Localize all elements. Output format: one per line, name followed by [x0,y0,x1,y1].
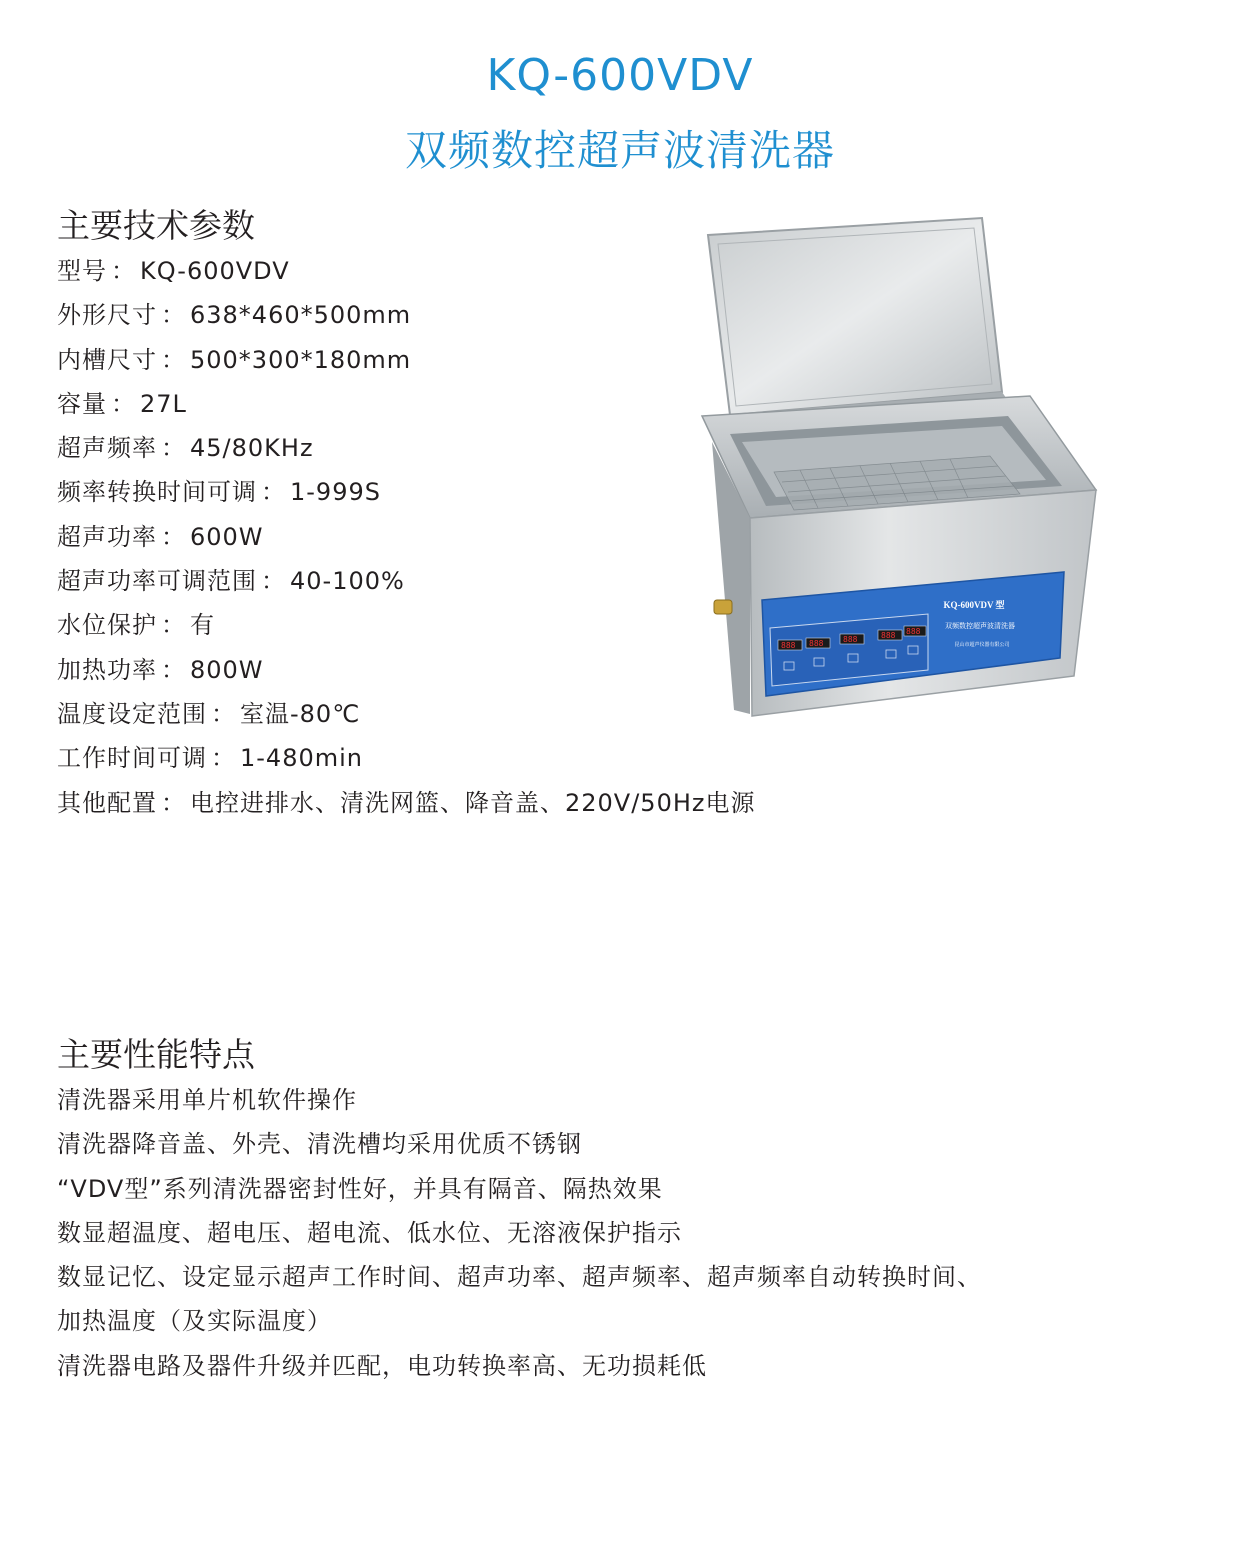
spec-item [57,692,756,736]
spec-separator: ： [161,655,186,684]
feature-item: 数显超温度、超电压、超电流、低水位、无溶液保护指示 [57,1218,682,1247]
spec-value: 27L [140,389,187,418]
spec-item [57,249,756,293]
spec-item [57,603,756,647]
svg-text:888: 888 [781,641,796,650]
drain-valve-icon [714,600,732,614]
spec-value: 1-480min [240,744,363,773]
spec-separator: ： [161,301,186,330]
panel-company-label: 昆山市超声仪器有限公司 [954,642,1010,648]
svg-text:888: 888 [843,635,858,644]
features-list [57,1078,982,1388]
spec-label: 频率转换时间可调 [57,478,257,507]
svg-text:888: 888 [906,627,921,636]
spec-item [57,515,756,559]
spec-separator: ： [261,478,286,507]
spec-separator: ： [261,567,286,596]
spec-label: 超声频率 [57,434,157,463]
lid [708,218,1002,415]
spec-label: 工作时间可调 [57,744,207,773]
spec-value: 1-999S [290,478,381,507]
spec-item [57,293,756,337]
spec-item [57,648,756,692]
spec-separator: ： [211,699,236,728]
features-heading: 主要性能特点 [57,1035,255,1074]
spec-label: 水位保护 [57,611,157,640]
feature-item: 加热温度（及实际温度） [57,1307,332,1336]
spec-separator: ： [111,257,136,285]
specs-heading: 主要技术参数 [57,206,255,245]
panel-product-label: 双频数控超声波清洗器 [945,622,1015,630]
spec-value: 638*460*500mm [190,301,412,330]
spec-label: 温度设定范围 [57,699,207,728]
spec-separator: ： [161,611,186,640]
spec-value: 40-100% [290,567,405,596]
spec-item [57,426,756,470]
spec-label: 超声功率可调范围 [57,567,257,596]
spec-separator: ： [161,522,186,551]
feature-item: 清洗器降音盖、外壳、清洗槽均采用优质不锈钢 [57,1130,582,1159]
spec-label: 型号 [57,257,107,285]
spec-label: 外形尺寸 [57,301,157,330]
feature-item: 清洗器采用单片机软件操作 [57,1086,357,1114]
spec-item [57,736,756,780]
spec-value: 电控进排水、清洗网篮、降音盖、220V/50Hz电源 [190,788,756,817]
spec-label: 加热功率 [57,655,157,684]
spec-separator: ： [211,744,236,773]
spec-value: 有 [190,611,215,640]
spec-item [57,382,756,426]
spec-separator: ： [111,389,136,418]
spec-value: 500*300*180mm [190,345,412,374]
spec-label: 超声功率 [57,522,157,551]
spec-label: 其他配置 [57,788,157,817]
spec-separator: ： [161,788,186,817]
spec-value: 600W [190,522,264,551]
svg-text:888: 888 [881,631,896,640]
product-name-title: 双频数控超声波清洗器 [404,126,835,175]
spec-label: 内槽尺寸 [57,345,157,374]
spec-item [57,781,756,825]
panel-model-label: KQ-600VDV 型 [943,600,1005,610]
spec-separator: ： [161,434,186,463]
specs-list [57,249,756,825]
spec-item [57,559,756,603]
feature-item: “VDV型”系列清洗器密封性好，并具有隔音、隔热效果 [57,1174,663,1203]
spec-label: 容量 [57,389,107,418]
feature-item: 数显记忆、设定显示超声工作时间、超声功率、超声频率、超声频率自动转换时间、 [57,1263,982,1292]
spec-value: KQ-600VDV [140,257,290,285]
spec-value: 800W [190,655,264,684]
spec-item [57,338,756,382]
model-title: KQ-600VDV [486,50,754,101]
spec-value: 45/80KHz [190,434,314,463]
ultrasonic-cleaner-image [690,210,1110,720]
svg-text:888: 888 [809,639,824,648]
spec-value: 室温-80℃ [240,699,361,728]
spec-separator: ： [161,345,186,374]
feature-item: 清洗器电路及器件升级并匹配，电功转换率高、无功损耗低 [57,1351,707,1380]
spec-item [57,470,756,514]
